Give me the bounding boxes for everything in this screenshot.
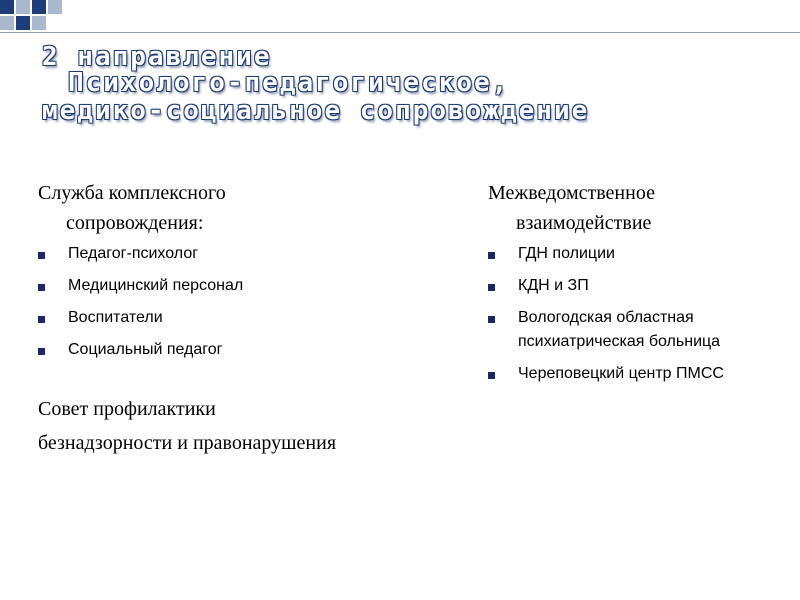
list-item: [488, 242, 778, 266]
slide-title: [0, 36, 800, 136]
list-item: [38, 306, 458, 330]
bullet-icon: [488, 284, 495, 291]
list-item: [38, 274, 458, 298]
list-item-label: Вологодская областная психиатрическая больница: [518, 309, 721, 350]
bullet-icon: [38, 348, 45, 355]
right-column: [488, 178, 778, 394]
council-line-1: Совет профилактики: [38, 398, 216, 420]
right-heading: [488, 178, 778, 238]
left-column: [38, 178, 458, 460]
council-line-2: безнадзорности и правонарушения: [38, 432, 337, 454]
list-item: [488, 306, 778, 354]
title-line-3: медико-социальное сопровождение: [42, 96, 590, 126]
bullet-icon: [488, 316, 495, 323]
left-list: [38, 242, 458, 362]
list-item-label: Социальный педагог: [68, 341, 223, 358]
right-heading-line-1: Межведомственное: [488, 182, 655, 204]
right-list: [488, 242, 778, 386]
title-line-1: 2 направление: [42, 42, 272, 72]
bullet-icon: [38, 316, 45, 323]
council-text: [38, 392, 458, 460]
left-heading: [38, 178, 458, 238]
list-item: [38, 242, 458, 266]
list-item-label: Воспитатели: [68, 309, 163, 326]
bullet-icon: [488, 252, 495, 259]
list-item-label: Череповецкий центр ПМСС: [518, 365, 724, 382]
list-item-label: КДН и ЗП: [518, 277, 589, 294]
list-item-label: Медицинский персонал: [68, 277, 244, 294]
list-item: [38, 338, 458, 362]
title-line-2: Психолого-педагогическое,: [68, 68, 510, 98]
bullet-icon: [488, 372, 495, 379]
bullet-icon: [38, 252, 45, 259]
bullet-icon: [38, 284, 45, 291]
list-item: [488, 362, 778, 386]
list-item: [488, 274, 778, 298]
list-item-label: Педагог-психолог: [68, 245, 199, 262]
left-heading-line-2: сопровождения:: [66, 212, 204, 234]
right-heading-line-2: взаимодействие: [516, 212, 652, 234]
list-item-label: ГДН полиции: [518, 245, 615, 262]
left-heading-line-1: Служба комплексного: [38, 182, 226, 204]
divider-line: [0, 32, 800, 33]
